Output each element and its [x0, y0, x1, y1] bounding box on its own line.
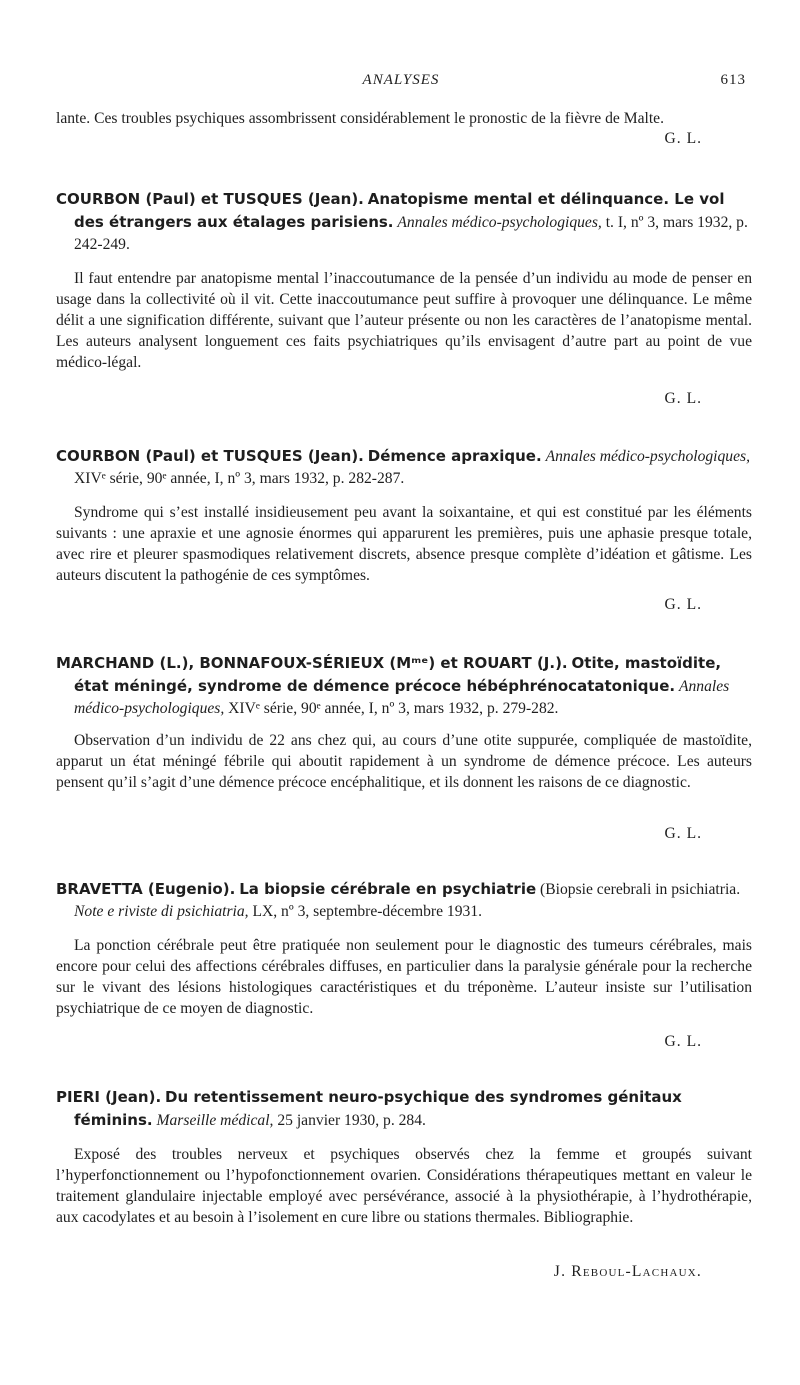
entry-body: Il faut entendre par anatopisme mental l’inaccoutumance de la pensée d’un individu au mode de penser en usage dans la collectivité où il vit. Cette inaccoutumance peut suffire à provoquer une délinquance. Le même délit a une signification différente, suivant que l’auteur présente ou non les caractères de l’anatopisme mental. Les auteurs analysent longuement ces faits psychiatriques qu’ils envisagent d’autre part au point de vue médico-légal. — [56, 270, 752, 371]
entry-journal: Annales médico-psychologiques, — [397, 214, 602, 231]
entry-heading — [56, 652, 752, 720]
entry-signature: G. L. — [664, 596, 702, 613]
entry-authors: PIERI (Jean). — [56, 1088, 162, 1106]
entry-authors: MARCHAND (L.), BONNAFOUX-SÉRIEUX (Mᵐᵉ) et ROUART (J.). — [56, 654, 568, 672]
entry-bravetta — [56, 878, 752, 1019]
entry-journal: Annales médico-psychologiques, — [545, 448, 750, 465]
entry-marchand — [56, 652, 752, 793]
entry-reference: t. I, nº 3, mars 1932, p. 242-249. — [74, 214, 748, 253]
entry-journal: Marseille médical, — [156, 1112, 274, 1129]
entry-body: La ponction cérébrale peut être pratiquée non seulement pour le diagnostic des tumeurs cérébrales, mais encore pour celui des affections cérébrales diffuses, en particulier dans la paralysie générale pour la recherche sur le vivant des lésions histologiques caractéristiques et du tréponème. L’auteur insiste sur l’utilisation psychiatrique de ce moyen de diagnostic. — [56, 937, 752, 1017]
entry-journal: Note e riviste di psichiatria, — [74, 903, 249, 920]
entry-title: Anatopisme mental et délinquance. Le vol des étrangers aux étalages parisiens. — [74, 190, 725, 231]
entry-heading — [56, 1086, 752, 1132]
entry-body: Syndrome qui s’est installé insidieusement peu avant la soixantaine, et qui est constitué par les éléments suivants : une apraxie et une agnosie énormes qui apparurent les premières, puis une aphasie presque totale, avec rire et pleurer spasmodiques relativement discrets, absence presque complète d’idéation et gâtisme. Les auteurs discutent la pathogénie de ces symptômes. — [56, 504, 752, 584]
running-head-title: ANALYSES — [362, 72, 440, 88]
entry-signature: G. L. — [664, 825, 702, 842]
entry-heading — [56, 878, 752, 923]
entry-reference: 25 janvier 1930, p. 284. — [277, 1112, 426, 1129]
entry-authors: COURBON (Paul) et TUSQUES (Jean). — [56, 447, 364, 465]
entry-body: Exposé des troubles nerveux et psychiques observés chez la femme et groupés suivant l’hyperfonctionnement ou l’hypofonctionnement ovarien. Considérations thérapeutiques mettant en valeur le traitement glandulaire injectable employé avec persévérance, associé à la physiothérapie, à l’hydrothérapie, aux cacodylates et au besoin à l’isolement en cure libre ou stations thermales. Bibliographie. — [56, 1146, 752, 1226]
entry-reference: XIVᵉ série, 90ᵉ année, I, nº 3, mars 1932, p. 282-287. — [74, 470, 405, 487]
intro-signature: G. L. — [664, 130, 702, 147]
entry-journal: Annales médico-psychologiques, — [74, 678, 730, 717]
entry-courbon-demence — [56, 445, 752, 586]
entry-pieri — [56, 1086, 752, 1228]
intro-paragraph — [56, 108, 752, 129]
intro-text: lante. Ces troubles psychiques assombrissent considérablement le pronostic de la fièvre de Malte. — [56, 110, 664, 127]
running-head — [56, 72, 746, 94]
entry-heading — [56, 188, 752, 256]
entry-authors: COURBON (Paul) et TUSQUES (Jean). — [56, 190, 364, 208]
entry-title: Otite, mastoïdite, état méningé, syndrome de démence précoce hébéphrénocatatonique. — [74, 654, 722, 695]
entry-courbon-anatopisme — [56, 188, 752, 373]
final-signature: J. Reboul-Lachaux. — [553, 1263, 702, 1280]
page-number: 613 — [720, 72, 746, 88]
entry-original-title: (Biopsie cerebrali in psichiatria. — [540, 881, 741, 898]
entry-title: Du retentissement neuro-psychique des syndromes génitaux féminins. — [74, 1088, 682, 1129]
entry-heading — [56, 445, 752, 490]
entry-reference: LX, nº 3, septembre-décembre 1931. — [252, 903, 483, 920]
entry-signature: G. L. — [664, 1033, 702, 1050]
entry-body: Observation d’un individu de 22 ans chez qui, au cours d’une otite suppurée, compliquée de mastoïdite, apparut un état méningé fébrile qui aboutit rapidement à un syndrome de démence précoce. Les auteurs pensent qu’il s’agit d’une démence précoce encéphalitique, et ils donnent les raisons de ce diagnostic. — [56, 732, 752, 791]
entry-title: La biopsie cérébrale en psychiatrie — [239, 880, 537, 898]
entry-title: Démence apraxique. — [367, 447, 542, 465]
entry-reference: XIVᵉ série, 90ᵉ année, I, nº 3, mars 1932, p. 279-282. — [228, 700, 559, 717]
entry-authors: BRAVETTA (Eugenio). — [56, 880, 236, 898]
entry-signature: G. L. — [664, 390, 702, 407]
